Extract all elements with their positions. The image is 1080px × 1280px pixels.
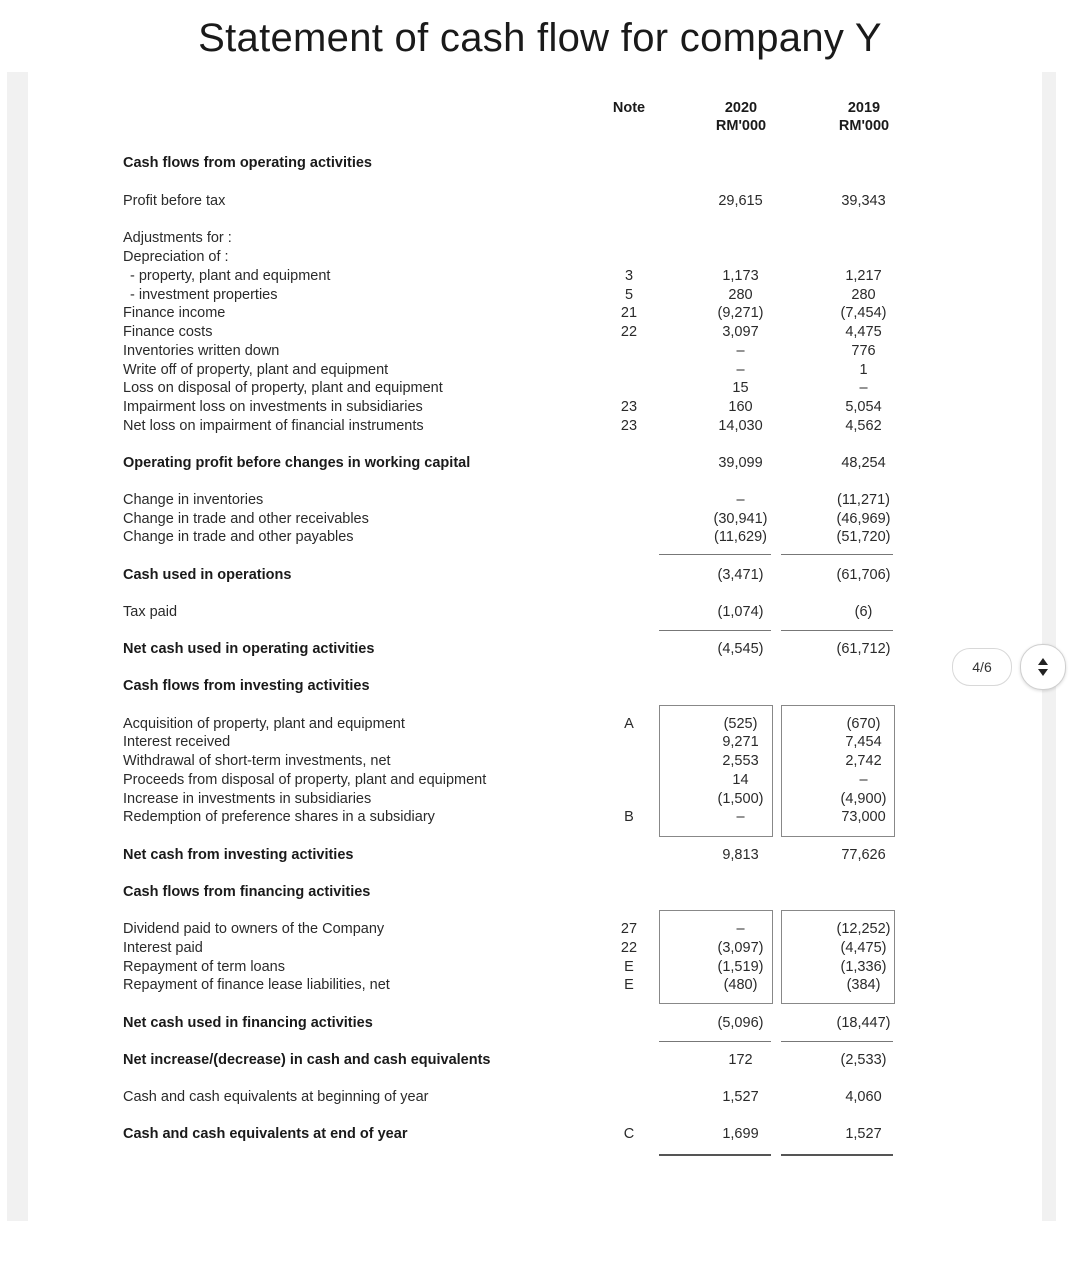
value-2019: 776 — [851, 343, 876, 359]
row-label: Increase in investments in subsidiaries — [123, 791, 372, 807]
row-label: - investment properties — [130, 287, 278, 303]
value-box — [659, 705, 773, 837]
value-2019: 280 — [851, 287, 876, 303]
value-2020: (9,271) — [717, 305, 764, 321]
value-2019: (46,969) — [836, 511, 891, 527]
scroll-down-icon — [1038, 669, 1048, 676]
value-2019: 5,054 — [845, 399, 882, 415]
value-2020: 14,030 — [718, 418, 763, 434]
value-2020: 29,615 — [718, 193, 763, 209]
row-note: 23 — [620, 399, 638, 415]
value-2019: (61,706) — [836, 567, 891, 583]
row-label: Write off of property, plant and equipment — [123, 362, 389, 378]
row-label: Net cash used in operating activities — [123, 641, 375, 657]
value-2019: 7,454 — [845, 734, 882, 750]
value-2020: (1,500) — [717, 791, 764, 807]
value-2019: 73,000 — [841, 809, 886, 825]
value-2020: (4,545) — [717, 641, 764, 657]
value-2019: (61,712) — [836, 641, 891, 657]
row-label: Adjustments for : — [123, 230, 232, 246]
row-label: Repayment of finance lease liabilities, net — [123, 977, 390, 993]
value-2019: 4,562 — [845, 418, 882, 434]
row-label: Impairment loss on investments in subsidiaries — [123, 399, 423, 415]
value-2020: – — [736, 343, 745, 359]
row-note: 3 — [624, 268, 634, 284]
year-2019-header — [814, 99, 914, 135]
row-label: Change in trade and other receivables — [123, 511, 369, 527]
value-2020: 160 — [728, 399, 753, 415]
page-title: Statement of cash flow for company Y — [198, 16, 882, 60]
row-label: Net cash used in financing activities — [123, 1015, 373, 1031]
value-2020: – — [736, 362, 745, 378]
year-2019-label: 2019 — [847, 100, 881, 116]
row-note: 22 — [620, 324, 638, 340]
value-2019: (7,454) — [840, 305, 887, 321]
row-label: Cash and cash equivalents at end of year — [123, 1126, 408, 1142]
row-label: Finance costs — [123, 324, 213, 340]
year-2020-header — [691, 99, 791, 135]
value-2020: 2,553 — [722, 753, 759, 769]
rule-line — [659, 630, 771, 631]
value-2020: 3,097 — [722, 324, 759, 340]
value-2019: (2,533) — [840, 1052, 887, 1068]
value-box — [659, 910, 773, 1004]
value-2019: 1,527 — [845, 1126, 882, 1142]
row-note: 5 — [624, 287, 634, 303]
row-label: Dividend paid to owners of the Company — [123, 921, 385, 937]
rule-line — [781, 554, 893, 555]
value-2020: 15 — [732, 380, 749, 396]
value-2020: 280 — [728, 287, 753, 303]
value-2020: 9,813 — [722, 847, 759, 863]
page-indicator: 4/6 — [952, 648, 1012, 686]
value-2020: 14 — [732, 772, 749, 788]
row-label: Loss on disposal of property, plant and equipment — [123, 380, 443, 396]
row-label: Acquisition of property, plant and equipment — [123, 716, 405, 732]
value-2020: (525) — [723, 716, 758, 732]
row-label: Proceeds from disposal of property, plant and equipment — [123, 772, 487, 788]
document-frame[interactable] — [7, 72, 1056, 1221]
year-2020-label: 2020 — [724, 100, 758, 116]
page-scroll-button[interactable] — [1020, 644, 1066, 690]
row-label: Change in trade and other payables — [123, 529, 354, 545]
rule-line — [659, 1041, 771, 1042]
row-label: Depreciation of : — [123, 249, 229, 265]
value-2020: (11,629) — [714, 529, 767, 545]
row-label: Finance income — [123, 305, 226, 321]
value-2019: 39,343 — [841, 193, 886, 209]
row-note: B — [624, 809, 634, 825]
row-label: Change in inventories — [123, 492, 264, 508]
row-note: E — [624, 977, 634, 993]
value-2020: (480) — [723, 977, 758, 993]
value-2020: – — [736, 809, 745, 825]
statement-sheet — [28, 72, 1042, 1221]
row-note: 21 — [620, 305, 638, 321]
value-2019: (51,720) — [836, 529, 891, 545]
row-label: Cash flows from operating activities — [123, 155, 372, 171]
value-2019: (6) — [854, 604, 873, 620]
value-2020: (3,471) — [717, 567, 764, 583]
value-2019: – — [859, 772, 868, 788]
row-label: Net cash from investing activities — [123, 847, 354, 863]
row-label: Net loss on impairment of financial instruments — [123, 418, 424, 434]
rule-line — [659, 1154, 771, 1156]
value-2020: (3,097) — [717, 940, 764, 956]
value-2019: 2,742 — [845, 753, 882, 769]
row-label: Inventories written down — [123, 343, 280, 359]
row-note: 22 — [620, 940, 638, 956]
value-2020: (5,096) — [717, 1015, 764, 1031]
row-label: Interest received — [123, 734, 231, 750]
value-2019: (4,475) — [840, 940, 887, 956]
rule-line — [781, 630, 893, 631]
row-note: A — [624, 716, 634, 732]
value-2020: 1,527 — [722, 1089, 759, 1105]
value-2020: 9,271 — [722, 734, 759, 750]
row-note: C — [623, 1126, 635, 1142]
row-label: Interest paid — [123, 940, 203, 956]
row-label: Cash and cash equivalents at beginning of year — [123, 1089, 429, 1105]
value-2019: 48,254 — [841, 455, 886, 471]
value-2019: (670) — [846, 716, 881, 732]
row-note: E — [624, 959, 634, 975]
row-label: Cash used in operations — [123, 567, 292, 583]
value-2019: (11,271) — [837, 492, 890, 508]
value-box — [781, 705, 895, 837]
value-2019: (18,447) — [836, 1015, 891, 1031]
note-column-header: Note — [612, 100, 646, 116]
rule-line — [781, 1154, 893, 1156]
value-box — [781, 910, 895, 1004]
row-label: Net increase/(decrease) in cash and cash equivalents — [123, 1052, 491, 1068]
year-2019-unit: RM'000 — [838, 118, 890, 134]
row-label: Cash flows from financing activities — [123, 884, 371, 900]
row-label: - property, plant and equipment — [130, 268, 331, 284]
row-note: 27 — [620, 921, 638, 937]
row-note: 23 — [620, 418, 638, 434]
value-2019: – — [859, 380, 868, 396]
value-2019: (384) — [846, 977, 881, 993]
value-2019: (12,252) — [836, 921, 891, 937]
value-2020: – — [736, 492, 745, 508]
value-2019: 1,217 — [845, 268, 882, 284]
value-2019: 77,626 — [841, 847, 886, 863]
row-label: Redemption of preference shares in a subsidiary — [123, 809, 435, 825]
value-2019: (1,336) — [840, 959, 887, 975]
value-2019: 1 — [859, 362, 868, 378]
value-2020: (1,519) — [717, 959, 764, 975]
row-label: Tax paid — [123, 604, 178, 620]
value-2020: – — [736, 921, 745, 937]
value-2019: (4,900) — [840, 791, 887, 807]
row-label: Profit before tax — [123, 193, 226, 209]
value-2019: 4,475 — [845, 324, 882, 340]
value-2020: (1,074) — [717, 604, 764, 620]
rule-line — [659, 554, 771, 555]
value-2020: 39,099 — [718, 455, 763, 471]
row-label: Cash flows from investing activities — [123, 678, 370, 694]
row-label: Withdrawal of short-term investments, net — [123, 753, 391, 769]
value-2020: 1,699 — [722, 1126, 759, 1142]
value-2020: 1,173 — [722, 268, 759, 284]
value-2020: 172 — [728, 1052, 753, 1068]
scroll-up-icon — [1038, 658, 1048, 665]
value-2020: (30,941) — [713, 511, 768, 527]
row-label: Operating profit before changes in working capital — [123, 455, 471, 471]
year-2020-unit: RM'000 — [715, 118, 767, 134]
rule-line — [781, 1041, 893, 1042]
row-label: Repayment of term loans — [123, 959, 285, 975]
value-2019: 4,060 — [845, 1089, 882, 1105]
